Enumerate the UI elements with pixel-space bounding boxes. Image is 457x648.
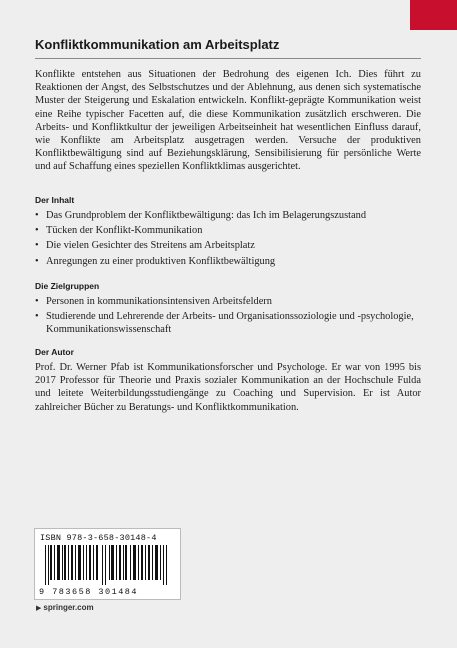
inhalt-heading: Der Inhalt <box>35 195 75 205</box>
page-title: Konfliktkommunikation am Arbeitsplatz <box>35 37 280 52</box>
publisher-name: springer.com <box>43 603 94 612</box>
intro-paragraph: Konflikte entstehen aus Situationen der Bedrohung des eigenen Ich. Dies führt zu Reaktionen der Angst, des Selbstschutzes und der Ablehnung, aus denen sich systematische Muster der Steigerung und Eskalation entwickeln. Konflikt-geprägte Kommunikation weist eine Reihe typischer Facetten auf, die diese Kommunikation zusätzlich erschweren. Die Arbeits- und Konfliktkultur der jeweiligen Arbeitseinheit hat wesentlichen Einfluss darauf, wie Konflikte am Arbeitsplatz ausgetragen werden. Versuche der produktiven Konfliktbewältigung sind auf Beziehungsklärung, Sensibilisierung für persönliche Werte und auf Schaffung eines speziellen Konfliktklimas ausgerichtet. <box>35 69 421 173</box>
autor-paragraph: Prof. Dr. Werner Pfab ist Kommunikationsforscher und Psychologe. Er war von 1995 bis 2017 Professor für Theorie und Praxis sozialer Kommunikation an der Hochschule Fulda und leitete Weiterbildungsstudiengänge zu Coaching und Supervision. Er ist Autor zahlreicher Bücher zu Beratungs- und Konfliktkommunikation. <box>35 362 421 413</box>
list-item: • Personen in kommunikationsintensiven Arbeitsfeldern <box>35 295 421 308</box>
list-item: • Studierende und Lehrerende der Arbeits- und Organisationssoziologie und -psychologie, Kommunikationswissenschaft <box>35 310 421 336</box>
zielgruppen-heading: Die Zielgruppen <box>35 281 100 291</box>
arrow-right-icon: ▶ <box>36 605 42 612</box>
autor-heading: Der Autor <box>35 347 74 357</box>
publisher-link[interactable] <box>36 603 94 612</box>
list-item: • Das Grundproblem der Konfliktbewältigung: das Ich im Belagerungszustand <box>35 209 421 222</box>
isbn-label: ISBN 978-3-658-30148-4 <box>40 533 157 543</box>
accent-tab <box>410 0 457 30</box>
barcode <box>34 528 181 600</box>
inhalt-list <box>35 209 421 270</box>
barcode-digits: 9 783658 301484 <box>39 587 139 597</box>
list-item: • Tücken der Konflikt-Kommunikation <box>35 224 421 237</box>
list-item: • Anregungen zu einer produktiven Konfliktbewältigung <box>35 255 421 268</box>
title-divider <box>35 58 421 59</box>
zielgruppen-list <box>35 295 421 339</box>
list-item: • Die vielen Gesichter des Streitens am Arbeitsplatz <box>35 239 421 252</box>
barcode-bars <box>45 545 172 585</box>
